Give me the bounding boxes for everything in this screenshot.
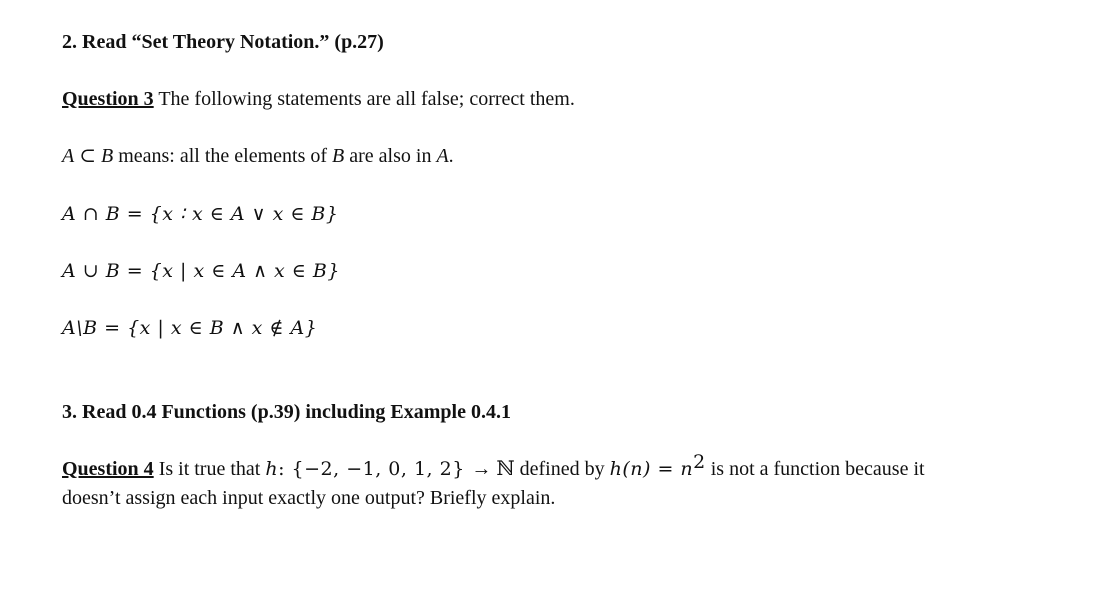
subset-text-2: are also in — [344, 145, 437, 167]
intersection-formula: A ∩ B = {x ∶ x ∈ A ∨ x ∈ B} — [62, 203, 339, 225]
subset-var-a2: A — [436, 145, 449, 167]
section-3-heading-text: 3. Read 0.4 Functions (p.39) including Example 0.4.1 — [62, 401, 511, 423]
section-2-heading-text: 2. Read “Set Theory Notation.” (p.27) — [62, 31, 384, 53]
question-4-line-2-text: doesn’t assign each input exactly one output? Briefly explain. — [62, 487, 556, 509]
subset-symbol: ⊂ — [74, 145, 101, 167]
question-3-prompt — [62, 87, 575, 111]
subset-var-b2: B — [332, 145, 345, 167]
question-4-text-1: Is it true that — [153, 458, 266, 480]
question-4-prompt — [62, 451, 925, 481]
question-4-func-domain: : {−2, −1, 0, 1, 2} — [278, 458, 472, 480]
subset-statement — [62, 144, 454, 168]
question-4-exponent: 2 — [693, 451, 706, 473]
subset-var-a: A — [62, 145, 75, 167]
section-2-heading — [62, 30, 384, 54]
question-4-codomain: → ℕ — [471, 458, 515, 480]
difference-formula: A\B = {x | x ∈ B ∧ x ∉ A} — [62, 317, 318, 339]
question-4-prompt-line-2 — [62, 486, 555, 510]
subset-end: . — [448, 145, 454, 167]
document-page — [62, 0, 1062, 609]
subset-text-1: means: all the elements of — [113, 145, 333, 167]
question-3-label: Question 3 — [62, 88, 154, 110]
union-statement — [62, 259, 340, 283]
difference-statement — [62, 316, 317, 340]
intersection-statement — [62, 202, 339, 226]
union-formula: A ∪ B = {x | x ∈ A ∧ x ∈ B} — [62, 260, 340, 282]
question-4-text-2: defined by — [514, 458, 610, 480]
question-4-func-name: h — [265, 458, 279, 480]
question-3-text: The following statements are all false; correct them. — [153, 88, 575, 110]
subset-var-b: B — [100, 145, 114, 167]
section-3-heading — [62, 400, 511, 424]
question-4-label: Question 4 — [62, 458, 154, 480]
question-4-func-def: h(n) = n — [609, 458, 694, 480]
question-4-text-3: is not a function because it — [705, 458, 925, 480]
